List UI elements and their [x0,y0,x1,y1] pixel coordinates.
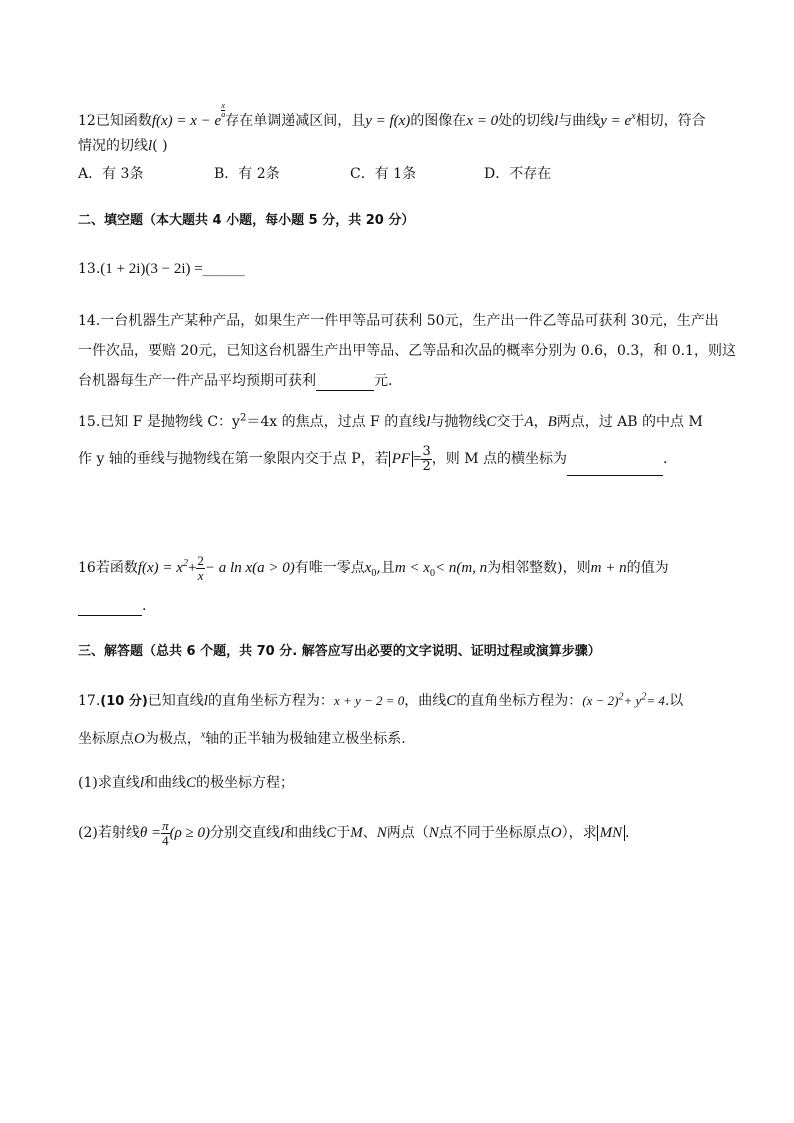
q12-option-d: D．不存在 [484,166,552,182]
q12-line2: 情况的切线l( ) [78,138,168,154]
q17-line1: 17.(10 分)已知直线l的直角坐标方程为：x + y − 2 = 0，曲线C的直角坐标方程为：$(x - 2)^2+ y^2= 4$.以 [78,691,684,709]
section-2-heading: 二、填空题（本大题共 4 小题，每小题 5 分，共 20 分） [78,213,415,228]
q16-line1: 16若函数$f(x) = x^2+$ $\frac{2}{x}$ − a ln x(a > 0)有唯一零点$x_0$,且$m < x_0< n(m$, n为相邻整数)，则m + n的值为 [78,552,669,583]
q12-option-a: A．有 3条 [78,166,144,182]
q14-line2: 一件次品，要赔 20元，已知这台机器生产出甲等品、乙等品和次品的概率分别为 0.6，0.3，和 0.1，则这 [78,343,736,359]
q15-fraction: $\frac{3}{2}$ [422,443,431,474]
q13-answer-blank: ______ [202,261,245,277]
q15-answer-blank [567,453,663,476]
q12-option-b: B．有 2条 [214,166,280,182]
q12-text: 12已知函数 [78,113,152,129]
q17-fraction: $\frac{\pi}{4}$ [162,817,169,848]
q14-answer-blank [316,374,374,391]
q14-line3: 台机器每生产一件产品平均预期可获利 元． [78,373,402,389]
q12-line1: 12已知函数f(x) = x − e $\frac{x}{a}$存在单调递减区间，且y = f(x)的图像在x = 0处的切线l与曲线$y = e^x$相切，符合 [78,101,706,129]
q12-options [78,164,678,184]
q17-abs-mn: MN [597,825,626,841]
section-3-heading: 三、解答题（总共 6 个题，共 70 分. 解答应写出必要的文字说明、证明过程或演算步骤） [78,644,601,659]
q17-part1: (1)求直线l和曲线C的极坐标方程； [78,775,295,791]
q16-answer-blank [78,599,142,616]
q12-option-c: C．有 1条 [350,166,417,182]
q13: 13.(1 + 2i)(3 − 2i) =______ [78,261,245,277]
q12-function: f(x) = x − e $\frac{x}{a}$ [151,101,226,129]
q14-line1: 14.一台机器生产某种产品，如果生产一件甲等品可获利 50元，生产出一件乙等品可获利 30元，生产出 [78,313,719,329]
q17-part2: (2)若射线θ = $\frac{\pi}{4}$ (ρ ≥ 0)分别交直线l和曲线C于M、N两点（N点不同于坐标原点O），求 MN . [78,817,630,848]
q12-exponent: $\frac{x}{a}$ [221,101,226,119]
q16-fraction: $\frac{2}{x}$ [197,552,204,583]
q15-line2: 作 y 轴的垂线与抛物线在第一象限内交于点 P，若 PF = $\frac{3}{2}$ ，则 M 点的横坐标为 ． [78,442,677,476]
q15-abs-pf: PF [389,451,413,467]
q15-line1: 15.已知 F 是抛物线 C：$y^2=4x$ 的焦点，过点 F 的直线l与抛物线C交于A，B两点，过 AB 的中点 M [78,412,703,430]
q16-line2: . [78,596,146,616]
q17-line2: 坐标原点O为极点，$^x$轴的正半轴为极轴建立极坐标系. [78,729,406,747]
